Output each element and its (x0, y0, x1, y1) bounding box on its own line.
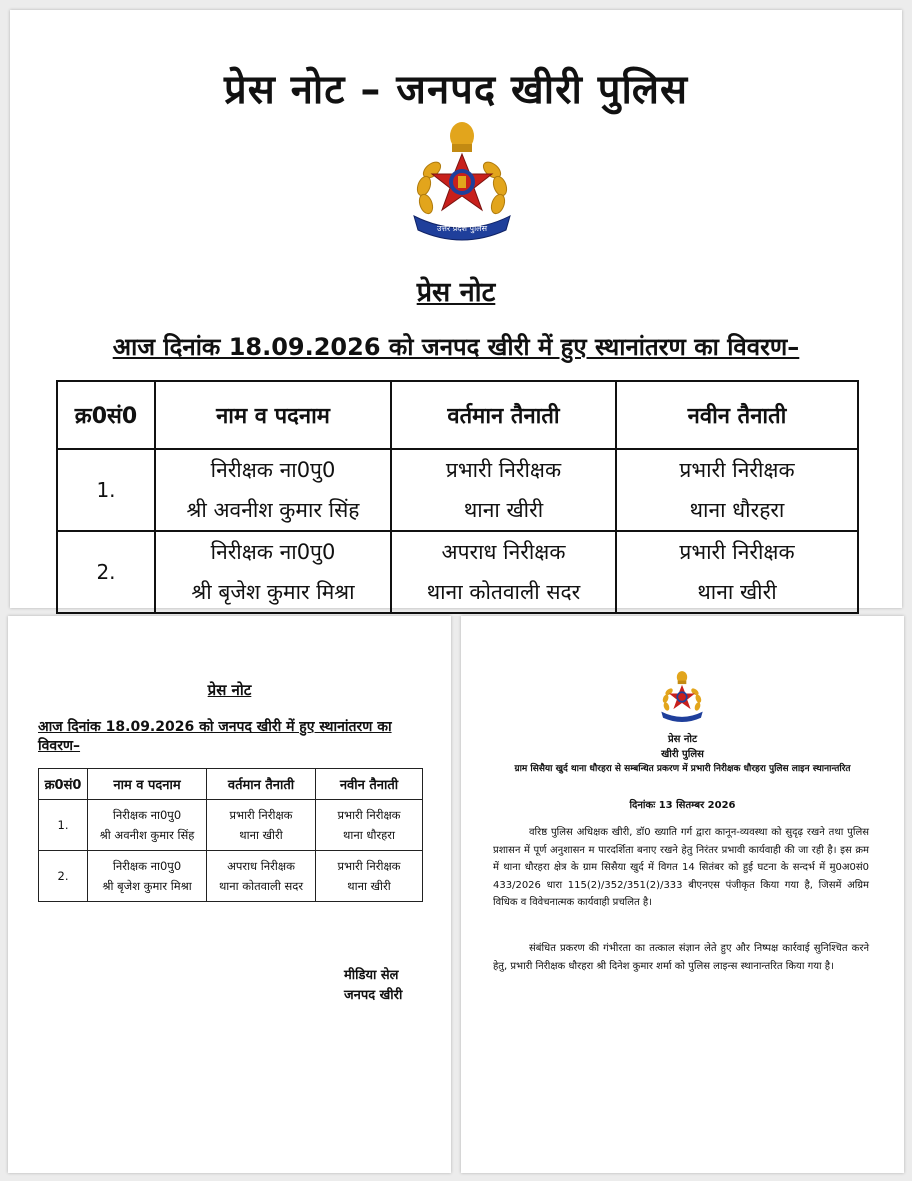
date-line: दिनांकः 13 सितम्बर 2026 (629, 800, 736, 811)
table-row (39, 800, 423, 851)
signature-block (344, 966, 402, 1006)
body-paragraph: वरिष्ठ पुलिस अधिक्षक खीरी, डॉ0 ख्याति गर्ग द्वारा कानून-व्यवस्था को सुदृढ़ रखने तथा पुलिस प्रशासन में पूर्ण अनुशासन म पारदर्शिता बनाए रखने हेतु निरंतर प्रभावी कार्यवाही की जा रही है। इस क्रम में थाना धौरहरा क्षेत्र के ग्राम सिसैया खुर्द में विगत 14 सितंबर को हुई घटना के सन्दर्भ में मु0अ0सं0 433/2026 धारा 115(2)/352/351(2)/333 बीएनएस पंजीकृत किया गया है, जिसमें अग्रिम विधिक व विवेचनात्मक कार्यवाही प्रचलित है। (493, 827, 869, 908)
cell-sn: 2. (39, 851, 88, 902)
current-post: अपराध निरीक्षक (227, 859, 295, 873)
officer-name: श्री बृजेश कुमार मिश्रा (191, 580, 355, 604)
current-station: थाना कोतवाली सदर (426, 580, 581, 604)
police-label: खीरी पुलिस (661, 749, 704, 760)
designation-text: निरीक्षक ना0पु0 (210, 540, 336, 564)
district-label: जनपद खीरी (344, 988, 403, 1003)
table-row (57, 449, 858, 531)
emblem-banner-text: उत्तर प्रदेश पुलिस (437, 224, 487, 233)
cell-sn: 1. (57, 449, 155, 531)
press-note-label: प्रेस नोट (416, 277, 496, 308)
cell-sn: 2. (57, 531, 155, 613)
new-station: थाना खीरी (697, 580, 777, 604)
officer-name: श्री अवनीश कुमार सिंह (99, 828, 195, 842)
up-police-emblem-icon (657, 668, 707, 726)
current-post: प्रभारी निरीक्षक (445, 458, 562, 482)
cell-new-posting (316, 851, 423, 902)
new-post: प्रभारी निरीक्षक (679, 540, 795, 564)
transfer-table (38, 768, 423, 902)
cell-name (155, 531, 391, 613)
press-note-right-sheet (461, 616, 904, 1173)
col-header-name: नाम व पदनाम (88, 769, 207, 800)
designation-text: निरीक्षक ना0पु0 (112, 808, 182, 822)
officer-name: श्री बृजेश कुमार मिश्रा (102, 879, 192, 893)
current-station: थाना कोतवाली सदर (218, 879, 304, 893)
table-header-row (57, 381, 858, 449)
new-post: प्रभारी निरीक्षक (679, 458, 795, 482)
current-post: अपराध निरीक्षक (441, 540, 566, 564)
cell-new-posting (316, 800, 423, 851)
new-station: थाना धौरहरा (689, 498, 785, 522)
col-header-name: नाम व पदनाम (155, 381, 391, 449)
transfer-heading: आज दिनांक 18.09.2026 को जनपद खीरी में हुए स्थानांतरण का विवरण– (112, 333, 800, 361)
current-station: थाना खीरी (239, 828, 283, 842)
col-header-current-posting: वर्तमान तैनाती (391, 381, 616, 449)
transfer-table (56, 380, 859, 614)
new-station: थाना खीरी (347, 879, 391, 893)
cell-current-posting (207, 851, 316, 902)
designation-text: निरीक्षक ना0पु0 (210, 458, 336, 482)
press-note-left-sheet (8, 616, 451, 1173)
col-header-sn: क्र0सं0 (39, 769, 88, 800)
press-note-label: प्रेस नोट (207, 681, 252, 699)
designation-text: निरीक्षक ना0पु0 (112, 859, 182, 873)
cell-name (88, 800, 207, 851)
col-header-sn: क्र0सं0 (57, 381, 155, 449)
cell-current-posting (207, 800, 316, 851)
body-paragraph: संबंधित प्रकरण की गंभीरता का तत्काल संज्ञान लेते हुए और निष्पक्ष कार्रवाई सुनिश्चित करने हेतु, प्रभारी निरीक्षक धौरहरा श्री दिनेश कुमार शर्मा को पुलिस लाइन्स स्थानान्तरित किया गया है। (493, 943, 869, 972)
col-header-new-posting: नवीन तैनाती (316, 769, 423, 800)
table-header-row (39, 769, 423, 800)
officer-name: श्री अवनीश कुमार सिंह (186, 498, 360, 522)
table-row (39, 851, 423, 902)
new-post: प्रभारी निरीक्षक (337, 859, 401, 873)
table-row (57, 531, 858, 613)
up-police-emblem-icon (404, 118, 520, 246)
cell-sn: 1. (39, 800, 88, 851)
page-title: प्रेस नोट – जनपद खीरी पुलिस (223, 67, 689, 113)
transfer-heading: आज दिनांक 18.09.2026 को जनपद खीरी में हुए स्थानांतरण का विवरण– (38, 719, 392, 754)
cell-current-posting (391, 449, 616, 531)
col-header-new-posting: नवीन तैनाती (616, 381, 858, 449)
current-station: थाना खीरी (463, 498, 544, 522)
cell-current-posting (391, 531, 616, 613)
col-header-current-posting: वर्तमान तैनाती (207, 769, 316, 800)
press-note-label: प्रेस नोट (667, 734, 698, 745)
new-post: प्रभारी निरीक्षक (337, 808, 401, 822)
press-note-main-sheet (10, 10, 902, 608)
subject-line: ग्राम सिसैया खुर्द थाना धौरहरा से सम्बन्धित प्रकरण में प्रभारी निरीक्षक धौरहरा पुलिस लाइन स्थानान्तरित (514, 764, 851, 774)
cell-new-posting (616, 531, 858, 613)
cell-new-posting (616, 449, 858, 531)
current-post: प्रभारी निरीक्षक (229, 808, 293, 822)
cell-name (88, 851, 207, 902)
media-cell-label: मीडिया सेल (344, 968, 399, 983)
cell-name (155, 449, 391, 531)
new-station: थाना धौरहरा (343, 828, 395, 842)
